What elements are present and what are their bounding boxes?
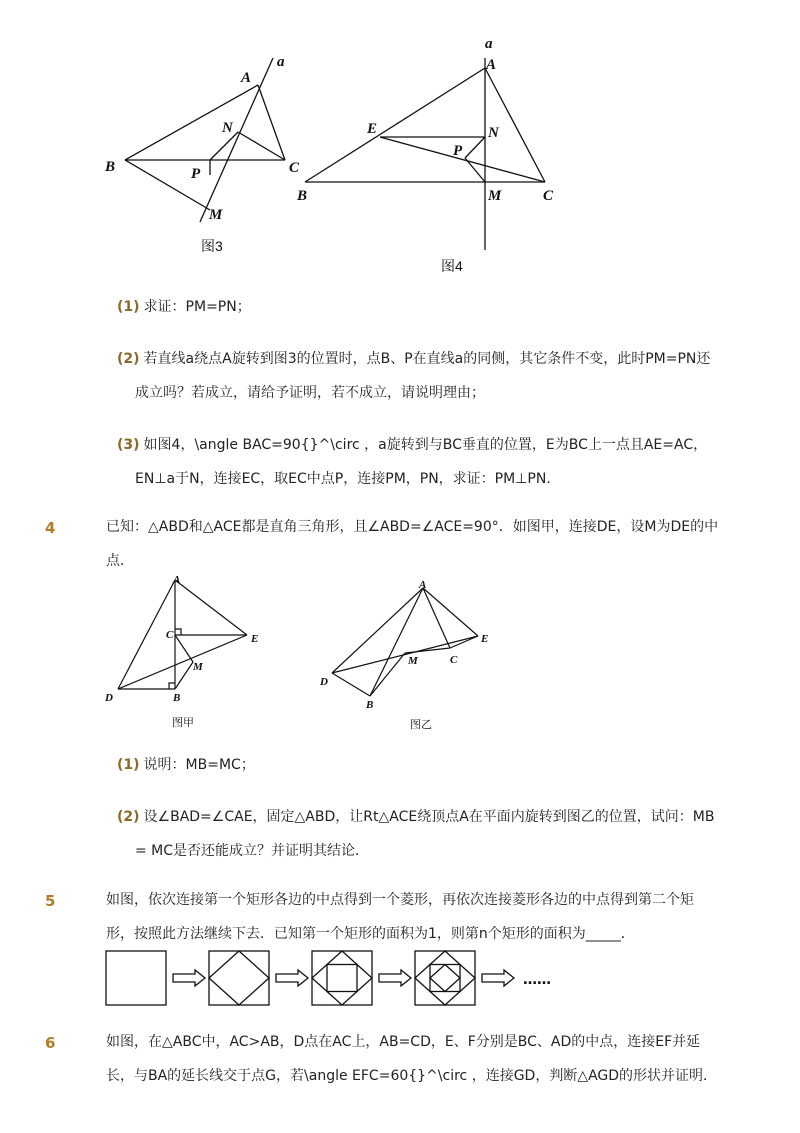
q5-rectangles-figure	[105, 948, 565, 1008]
q3-sub3-number: (3)	[117, 437, 140, 453]
q4-number: 4	[45, 519, 56, 537]
label-M: M	[193, 661, 203, 673]
q3-sub3-line2: EN⊥a于N，连接EC，取EC中点P，连接PM，PN，求证：PM⊥PN．	[135, 471, 561, 487]
q3-sub2-line1: 若直线a绕点A旋转到图3的位置时，点B、P在直线a的同侧，其它条件不变，此时PM=PN还	[143, 351, 711, 367]
label-N: N	[488, 125, 499, 141]
q3-sub1	[117, 290, 717, 324]
q4-sub1	[117, 748, 717, 782]
q5-rectangles-diagram	[105, 948, 565, 1008]
q6-stem	[106, 1025, 726, 1093]
label-C: C	[543, 188, 554, 204]
label-M: M	[408, 655, 418, 667]
figure-yi	[315, 578, 495, 738]
label-P: P	[453, 143, 463, 159]
q4-sub2-line1: 设∠BAD=∠CAE，固定△ABD，让Rt△ACE绕顶点A在平面内旋转到图乙的位置，试问：MB	[143, 809, 715, 825]
label-B: B	[366, 699, 374, 711]
q5-number: 5	[45, 892, 56, 910]
q3-sub2-number: (2)	[117, 351, 140, 367]
label-D: D	[105, 692, 113, 704]
label-M: M	[209, 207, 223, 223]
figure-4-diagram	[295, 30, 565, 260]
figure-yi-diagram	[315, 578, 495, 713]
label-A: A	[173, 575, 181, 586]
label-N: N	[222, 120, 233, 136]
label-C: C	[166, 629, 174, 641]
label-D: D	[320, 676, 328, 688]
label-M: M	[488, 188, 502, 204]
figure-4-caption: 图4	[441, 258, 463, 274]
q6-number: 6	[45, 1034, 56, 1052]
q5-stem	[106, 883, 726, 951]
figure-jia-caption: 图甲	[172, 717, 194, 729]
q4-line1: 已知：△ABD和△ACE都是直角三角形，且∠ABD=∠ACE=90°．如图甲，连接DE，设M为DE的中	[106, 519, 719, 535]
label-B: B	[105, 159, 116, 175]
q4-sub2-line2: = MC是否还能成立？并证明其结论．	[135, 843, 370, 859]
label-A: A	[486, 57, 497, 73]
q4-line2: 点．	[106, 553, 134, 569]
figure-3	[95, 50, 325, 255]
label-E: E	[481, 633, 489, 645]
label-A: A	[419, 579, 427, 591]
figure-jia	[100, 575, 265, 735]
label-A: A	[241, 70, 252, 86]
figure-4	[295, 30, 565, 280]
q5-line1: 如图，依次连接第一个矩形各边的中点得到一个菱形，再依次连接菱形各边的中点得到第二个矩	[106, 892, 694, 908]
label-E: E	[367, 121, 378, 137]
q3-sub3-line1: 如图4，\angle BAC=90{}^\circ ，a旋转到与BC垂直的位置，E为BC上一点且AE=AC，	[143, 437, 708, 453]
q4-sub1-text: 说明：MB=MC；	[143, 757, 255, 773]
label-a: a	[277, 54, 285, 70]
label-E: E	[251, 633, 259, 645]
q5-line2: 形，按照此方法继续下去．已知第一个矩形的面积为1，则第n个矩形的面积为_____．	[106, 926, 635, 942]
label-C: C	[450, 654, 458, 666]
label-B: B	[173, 692, 181, 704]
figure-3-diagram	[95, 50, 325, 255]
q3-sub1-number: (1)	[117, 299, 140, 315]
label-a: a	[485, 36, 493, 52]
q3-sub2-line2: 成立吗？若成立，请给予证明，若不成立，请说明理由；	[135, 385, 485, 401]
q4-sub2-number: (2)	[117, 809, 140, 825]
label-B: B	[297, 188, 308, 204]
q6-line2: 长，与BA的延长线交于点G，若\angle EFC=60{}^\circ ，连接GD，判断△AGD的形状并证明．	[106, 1068, 718, 1084]
figure-yi-caption: 图乙	[410, 719, 432, 731]
figure-3-caption: 图3	[201, 238, 223, 254]
q4-sub2	[117, 800, 717, 868]
q3-sub2	[117, 342, 717, 410]
q5-dots: ……	[523, 972, 551, 988]
q4-stem	[106, 510, 726, 578]
figure-jia-diagram	[100, 575, 265, 710]
q4-sub1-number: (1)	[117, 757, 140, 773]
q3-sub1-text: 求证：PM=PN；	[143, 299, 251, 315]
label-P: P	[191, 166, 201, 182]
q3-sub3	[117, 428, 717, 496]
q6-line1: 如图，在△ABC中，AC>AB，D点在AC上，AB=CD，E、F分别是BC、AD的中点，连接EF并延	[106, 1034, 701, 1050]
label-C: C	[289, 160, 300, 176]
